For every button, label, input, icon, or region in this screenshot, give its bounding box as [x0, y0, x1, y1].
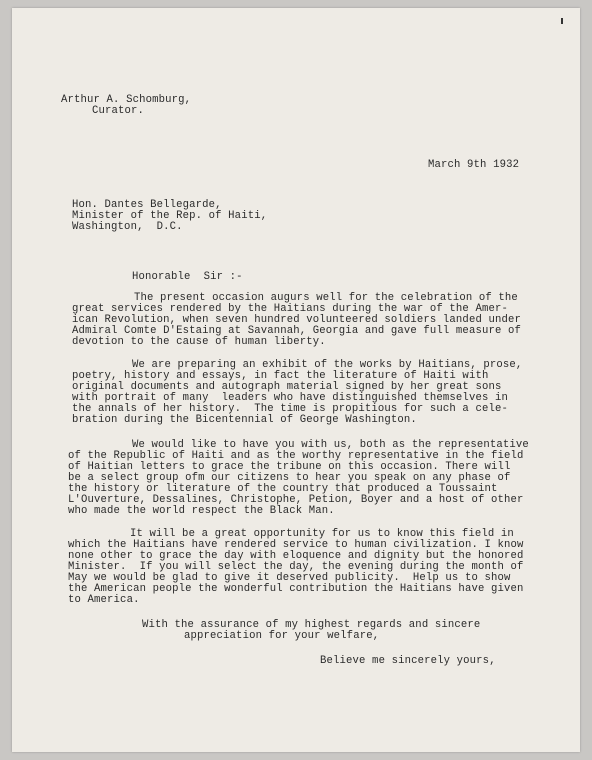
letter-sheet — [12, 8, 580, 752]
paragraph-line: poetry, history and essays, in fact the literature of Haiti with — [72, 370, 489, 382]
paragraph-line: We are preparing an exhibit of the works by Haitians, prose, — [132, 359, 523, 371]
paragraph-line: great services rendered by the Haitians during the war of the Amer- — [72, 303, 508, 315]
paragraph-line: who made the world respect the Black Man. — [68, 505, 335, 517]
paragraph-line: original documents and autograph material signed by her great sons — [72, 381, 502, 393]
corner-mark — [561, 18, 563, 24]
paragraph-line: of the Republic of Haiti and as the worthy representative in the field — [68, 450, 524, 462]
paragraph-line: May we would be glad to give it deserved publicity. Help us to show — [68, 572, 511, 584]
paragraph-line: the American people the wonderful contribution the Haitians have given — [68, 583, 524, 595]
salutation: Honorable Sir :- — [132, 271, 243, 283]
sender-title: Curator. — [92, 105, 145, 117]
paragraph-line: be a select group ofm our citizens to hear you speak on any phase of — [68, 472, 511, 484]
paragraph-line: the annals of her history. The time is propitious for such a cele- — [72, 403, 508, 415]
sender-name: Arthur A. Schomburg, — [61, 94, 192, 106]
paragraph-line: none other to grace the day with eloquence and dignity but the honored — [68, 550, 524, 562]
paragraph-line: with portrait of many leaders who have distinguished themselves in — [72, 392, 508, 404]
recipient-line: Minister of the Rep. of Haiti, — [72, 210, 268, 222]
paragraph-line: which the Haitians have rendered service to human civilization. I know — [68, 539, 524, 551]
paragraph-line: Admiral Comte D'Estaing at Savannah, Georgia and gave full measure of — [72, 325, 522, 337]
paragraph-line: L'Ouverture, Dessalines, Christophe, Petion, Boyer and a host of other — [68, 494, 524, 506]
closing-line: appreciation for your welfare, — [184, 630, 380, 642]
paragraph-line: The present occasion augurs well for the celebration of the — [134, 292, 518, 304]
paragraph-line: to America. — [68, 594, 140, 606]
letter-date: March 9th 1932 — [428, 159, 520, 171]
recipient-line: Washington, D.C. — [72, 221, 183, 233]
paragraph-line: the history or literature of the country that produced a Toussaint — [68, 483, 498, 495]
paragraph-line: We would like to have you with us, both as the representative — [132, 439, 529, 451]
paragraph-line: of Haitian letters to grace the tribune on this occasion. There will — [68, 461, 511, 473]
paragraph-line: ican Revolution, when seven hundred volunteered soldiers landed under — [72, 314, 522, 326]
paragraph-line: devotion to the cause of human liberty. — [72, 336, 326, 348]
paragraph-line: bration during the Bicentennial of George Washington. — [72, 414, 417, 426]
recipient-line: Hon. Dantes Bellegarde, — [72, 199, 222, 211]
closing-line: With the assurance of my highest regards and sincere — [142, 619, 481, 631]
paragraph-line: Minister. If you will select the day, the evening during the month of — [68, 561, 524, 573]
signoff: Believe me sincerely yours, — [320, 655, 496, 667]
paragraph-line: It will be a great opportunity for us to know this field in — [130, 528, 514, 540]
